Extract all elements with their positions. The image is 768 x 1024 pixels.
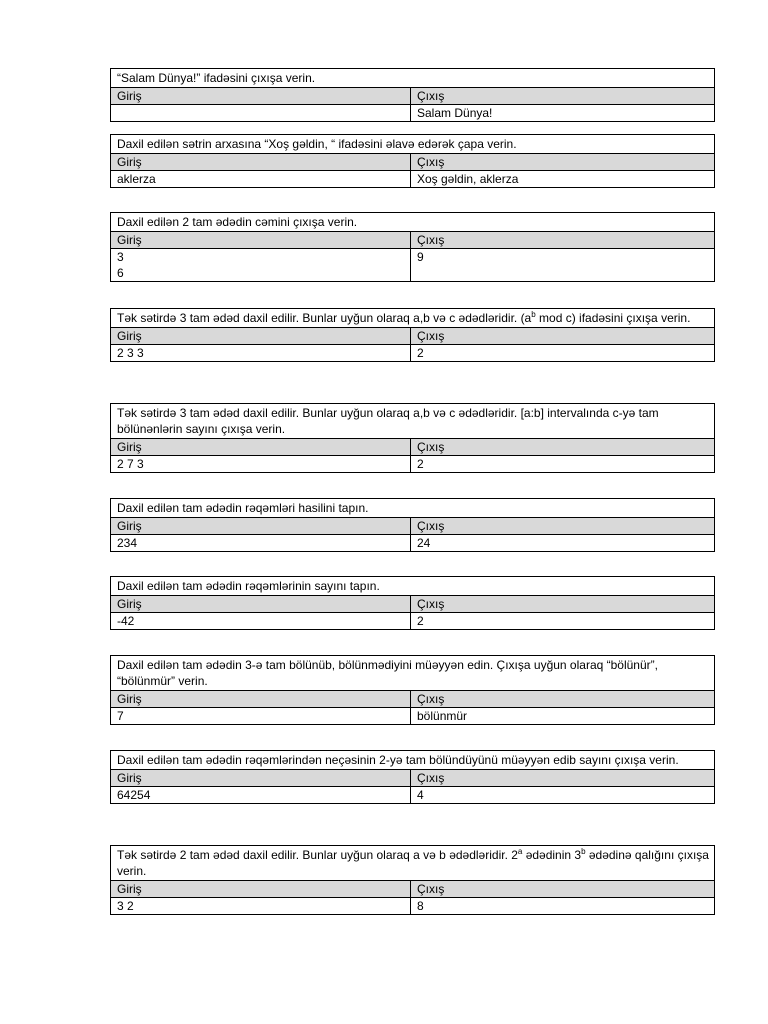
output-header: Çıxış	[411, 232, 715, 249]
problem-table-6	[110, 498, 715, 552]
input-header: Giriş	[111, 328, 411, 345]
problem-question: Daxil edilən 2 tam ədədin cəmini çıxışa verin.	[111, 213, 715, 232]
problem-question: Daxil edilən tam ədədin 3-ə tam bölünüb, bölünmədiyini müəyyən edin. Çıxışa uyğun olaraq “bölünür”, “bölünmür” verin.	[111, 656, 715, 691]
problem-question	[111, 309, 715, 328]
input-header: Giriş	[111, 518, 411, 535]
input-value: 3 2	[111, 898, 411, 915]
output-header: Çıxış	[411, 518, 715, 535]
input-value: -42	[111, 613, 411, 630]
output-header: Çıxış	[411, 439, 715, 456]
problem-table-3	[110, 212, 715, 282]
output-value: Xoş gəldin, aklerza	[411, 171, 715, 188]
output-value: Salam Dünya!	[411, 105, 715, 122]
output-value: 8	[411, 898, 715, 915]
output-value: 9	[411, 249, 715, 282]
problem-table-4	[110, 308, 715, 362]
output-header: Çıxış	[411, 88, 715, 105]
input-header: Giriş	[111, 439, 411, 456]
output-header: Çıxış	[411, 881, 715, 898]
input-value	[111, 105, 411, 122]
input-value: 3 6	[111, 249, 411, 282]
problem-table-9	[110, 750, 715, 804]
exponent: b	[581, 847, 586, 856]
input-header: Giriş	[111, 691, 411, 708]
input-header: Giriş	[111, 596, 411, 613]
question-text: Tək sətirdə 3 tam ədəd daxil edilir. Bunlar uyğun olaraq a,b və c ədədləridir. (a	[117, 311, 532, 325]
exponent: a	[517, 847, 523, 856]
problem-table-8	[110, 655, 715, 725]
output-value: 2	[411, 345, 715, 362]
input-value: 234	[111, 535, 411, 552]
input-header: Giriş	[111, 770, 411, 787]
problem-question: Daxil edilən sətrin arxasına “Xoş gəldin, “ ifadəsini əlavə edərək çapa verin.	[111, 135, 715, 154]
problem-question: Daxil edilən tam ədədin rəqəmləri hasilini tapın.	[111, 499, 715, 518]
problem-table-10	[110, 845, 715, 915]
question-text: mod c) ifadəsini çıxışa verin.	[535, 311, 691, 325]
output-header: Çıxış	[411, 596, 715, 613]
input-value: 64254	[111, 787, 411, 804]
input-value: aklerza	[111, 171, 411, 188]
output-value: bölünmür	[411, 708, 715, 725]
output-value: 2	[411, 456, 715, 473]
output-value: 4	[411, 787, 715, 804]
exponent: b	[531, 310, 536, 319]
question-text: ədədinin 3	[522, 848, 582, 862]
input-header: Giriş	[111, 232, 411, 249]
problem-question: “Salam Dünya!” ifadəsini çıxışa verin.	[111, 69, 715, 88]
input-header: Giriş	[111, 881, 411, 898]
problem-table-1	[110, 68, 715, 122]
input-value: 2 7 3	[111, 456, 411, 473]
problem-question	[111, 846, 715, 881]
input-header: Giriş	[111, 88, 411, 105]
output-value: 2	[411, 613, 715, 630]
input-value: 2 3 3	[111, 345, 411, 362]
input-header: Giriş	[111, 154, 411, 171]
problem-question: Daxil edilən tam ədədin rəqəmlərindən neçəsinin 2-yə tam bölündüyünü müəyyən edib sayını çıxışa verin.	[111, 751, 715, 770]
question-text: Tək sətirdə 2 tam ədəd daxil edilir. Bunlar uyğun olaraq a və b ədədləridir. 2	[117, 848, 518, 862]
problem-table-7	[110, 576, 715, 630]
input-value: 7	[111, 708, 411, 725]
output-header: Çıxış	[411, 691, 715, 708]
output-value: 24	[411, 535, 715, 552]
output-header: Çıxış	[411, 328, 715, 345]
problem-question: Daxil edilən tam ədədin rəqəmlərinin sayını tapın.	[111, 577, 715, 596]
problem-table-5	[110, 403, 715, 473]
problem-table-2	[110, 134, 715, 188]
problem-question: Tək sətirdə 3 tam ədəd daxil edilir. Bunlar uyğun olaraq a,b və c ədədləridir. [a:b] intervalında c-yə tam bölünənlərin sayını çıxışa verin.	[111, 404, 715, 439]
output-header: Çıxış	[411, 770, 715, 787]
question-text: ədədinə qalığını çıxışa verin.	[117, 848, 709, 878]
output-header: Çıxış	[411, 154, 715, 171]
